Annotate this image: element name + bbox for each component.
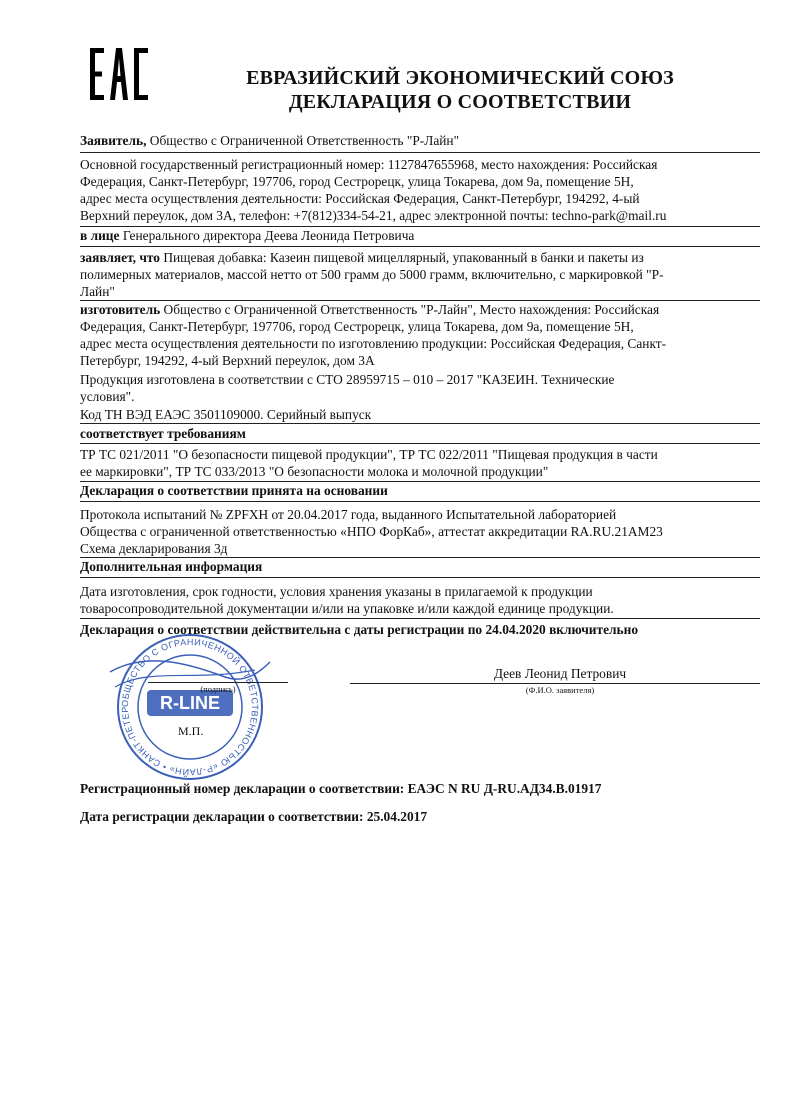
additional-line-1: Дата изготовления, срок годности, условия хранения указаны в прилагаемой к продукции [80, 584, 593, 599]
applicant-name: Общество с Ограниченной Ответственность "Р-Лайн" [146, 133, 460, 148]
stamp-ring-text: ОБЩЕСТВО С ОГРАНИЧЕННОЙ ОТВЕТСТВЕННОСТЬЮ «Р-ЛАЙН» • САНКТ-ПЕТЕР [119, 636, 261, 778]
person-label: в лице [80, 228, 120, 243]
basis-label [80, 482, 760, 499]
registration-number: Регистрационный номер декларации о соответствии: ЕАЭС N RU Д-RU.АД34.В.01917 [80, 781, 602, 796]
additional-label-text: Дополнительная информация [80, 559, 263, 574]
applicant-details-2: Федерация, Санкт-Петербург, 197706, город Сестрорецк, улица Токарева, дом 9а, помещение 5Н, [80, 174, 634, 189]
applicant-label: Заявитель, [80, 133, 147, 148]
manufacturer-line-7: Код ТН ВЭД ЕАЭС 3501109000. Серийный выпуск [80, 407, 372, 422]
applicant-details-3: адрес места осуществления деятельности: Российская Федерация, Санкт-Петербург, 194292, 4-ый [80, 191, 640, 206]
divider [80, 501, 760, 502]
basis-label-text: Декларация о соответствии принята на основании [80, 483, 388, 498]
signatory-name: Деев Леонид Петрович [493, 666, 627, 681]
divider [80, 443, 760, 444]
eac-logo [88, 42, 152, 106]
divider [80, 577, 760, 578]
manufacturer-label: изготовитель [80, 302, 161, 317]
basis-line-1: Протокола испытаний № ZPFXH от 20.04.2017 года, выданного Испытательной лабораторией [80, 507, 617, 522]
divider [80, 152, 760, 153]
stamp-graphic [105, 632, 275, 782]
registration-date: Дата регистрации декларации о соответствии: 25.04.2017 [80, 809, 428, 824]
manufacturer-line-5: Продукция изготовлена в соответствии с СТО 28959715 – 010 – 2017 "КАЗЕИН. Технические [80, 372, 615, 387]
signature-line [148, 682, 288, 683]
conforms-label-text: соответствует требованиям [80, 426, 246, 441]
declares-line-3: Лайн" [80, 284, 115, 299]
stamp-logo: R-LINE [160, 693, 220, 713]
manufacturer-line-2: Федерация, Санкт-Петербург, 197706, город Сестрорецк, улица Токарева, дом 9а, помещение 5Н, [80, 319, 634, 334]
manufacturer-line-4: Петербург, 194292, 4-ый Верхний переулок, дом 3А [80, 353, 375, 368]
manufacturer-row [80, 301, 760, 318]
declares-row [80, 249, 760, 266]
union-title: ЕВРАЗИЙСКИЙ ЭКОНОМИЧЕСКИЙ СОЮЗ [246, 67, 674, 89]
conforms-label [80, 425, 760, 442]
declares-line-2: полимерных материалов, массой нетто от 500 грамм до 5000 грамм, включительно, с маркировкой "Р- [80, 267, 664, 282]
applicant-details-1: Основной государственный регистрационный номер: 1127847655968, место нахождения: Российская [80, 157, 658, 172]
conforms-line-1: ТР ТС 021/2011 "О безопасности пищевой продукции", ТР ТС 022/2011 "Пищевая продукция в части [80, 447, 658, 462]
company-stamp [105, 632, 275, 782]
basis-line-3: Схема декларирования 3д [80, 541, 228, 556]
conforms-line-2: ее маркировки", ТР ТС 033/2013 "О безопасности молока и молочной продукции" [80, 464, 549, 479]
applicant-row [80, 132, 760, 149]
divider [80, 423, 760, 424]
declares-label: заявляет, что [80, 250, 160, 265]
signature-caption: (подпись) [200, 684, 236, 694]
basis-line-2: Общества с ограниченной ответственностью «НПО ФорКаб», аттестат аккредитации RA.RU.21AM23 [80, 524, 663, 539]
additional-label [80, 558, 760, 575]
declaration-title: ДЕКЛАРАЦИЯ О СООТВЕТСТВИИ [288, 91, 632, 113]
person-text: Генерального директора Деева Леонида Петровича [119, 228, 415, 243]
validity-text: Декларация о соответствии действительна с даты регистрации по 24.04.2020 включительно [80, 622, 639, 637]
manufacturer-line-1: Общество с Ограниченной Ответственность "Р-Лайн", Место нахождения: Российская [160, 302, 660, 317]
eac-logo-mark [88, 42, 152, 106]
divider [80, 246, 760, 247]
additional-line-2: товаросопроводительной документации и/или на упаковке и/или каждой единице продукции. [80, 601, 614, 616]
person-row [80, 227, 760, 244]
declares-line-1: Пищевая добавка: Казеин пищевой мицеллярный, упакованный в банки и пакеты из [160, 250, 644, 265]
manufacturer-line-3: адрес места осуществления деятельности по изготовлению продукции: Российская Федерация, Санкт- [80, 336, 667, 351]
name-caption: (Ф.И.О. заявителя) [525, 685, 595, 695]
stamp-place-caption: М.П. [178, 724, 204, 738]
name-line [350, 683, 760, 684]
applicant-details-4: Верхний переулок, дом 3А, телефон: +7(812)334-54-21, адрес электронной почты: techno-park@mail.ru [80, 208, 667, 223]
divider [80, 618, 760, 619]
manufacturer-line-6: условия". [80, 389, 135, 404]
